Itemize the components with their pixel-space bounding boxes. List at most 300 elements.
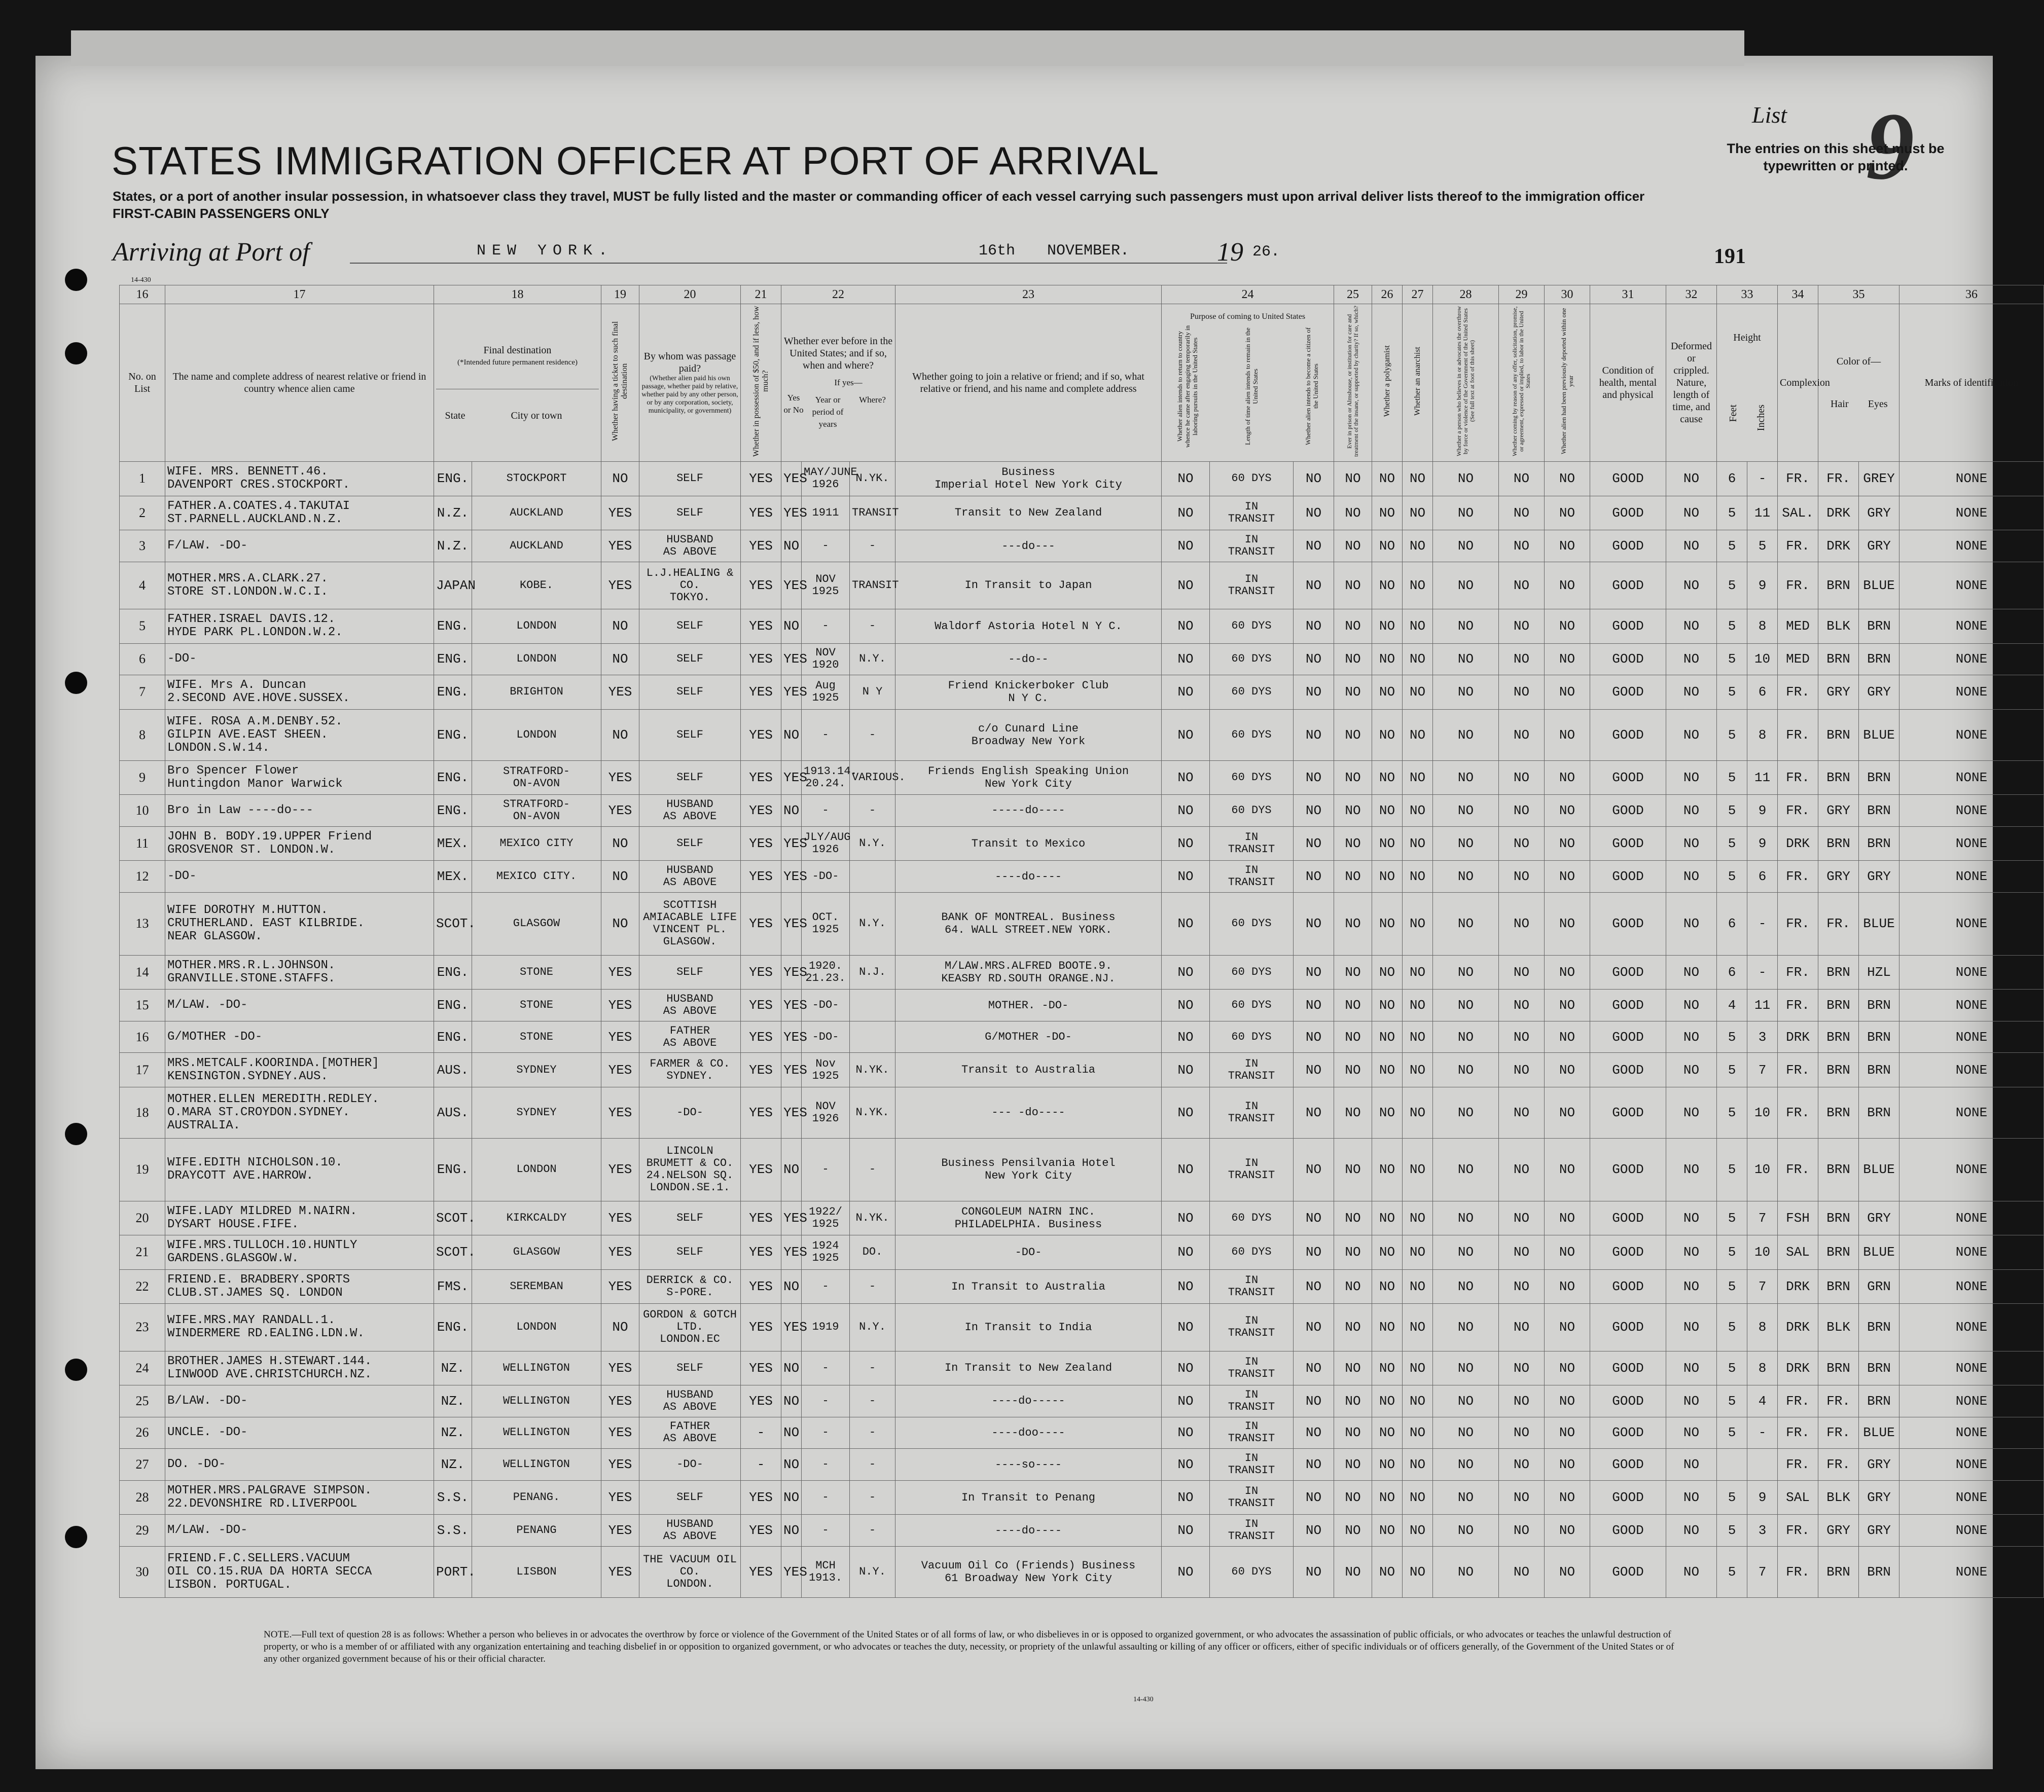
ticket-cell: YES	[601, 760, 639, 795]
polygamist-cell: NO	[1372, 1385, 1403, 1417]
question-29-cell: NO	[1499, 1385, 1545, 1417]
health-cell: GOOD	[1590, 709, 1666, 760]
question-29-cell: NO	[1499, 1087, 1545, 1138]
eyes-cell: GRY	[1859, 1480, 1899, 1515]
complexion-cell: FR.	[1778, 562, 1818, 609]
hair-cell: FR.	[1818, 1449, 1859, 1481]
punch-hole	[65, 342, 87, 364]
purpose-label: Purpose of coming to United States	[1190, 312, 1306, 321]
col-number: 27	[1403, 285, 1433, 304]
passage-paid-cell: SELF	[639, 826, 741, 861]
header-polygamist: Whether a polygamist	[1372, 304, 1403, 462]
deformed-cell: NO	[1666, 795, 1717, 827]
dest-state: AUS.	[434, 1087, 472, 1138]
joining-cell: ----do----	[895, 861, 1162, 893]
height-inches-cell: 8	[1747, 1351, 1778, 1385]
list-number: 9	[1866, 93, 1914, 200]
relative-address: WIFE. ROSA A.M.DENBY.52. GILPIN AVE.EAST SHEEN. LONDON.S.W.14.	[165, 709, 434, 760]
dest-state: ENG.	[434, 955, 472, 990]
deformed-cell: NO	[1666, 1269, 1717, 1304]
citizen-cell: NO	[1294, 1449, 1334, 1481]
row-number: 21	[120, 1235, 165, 1270]
dest-city: STONE	[472, 990, 601, 1021]
length-of-stay-cell: 60 DYS	[1210, 1235, 1294, 1270]
joining-cell: In Transit to Penang	[895, 1480, 1162, 1515]
hair-cell: BRN	[1818, 955, 1859, 990]
year-cell: NOV 1920	[802, 643, 850, 675]
eyes-cell: BLUE	[1859, 1417, 1899, 1449]
joining-cell: Friends English Speaking Union New York City	[895, 760, 1162, 795]
polygamist-cell: NO	[1372, 1546, 1403, 1597]
return-cell: NO	[1162, 955, 1210, 990]
return-cell: NO	[1162, 1235, 1210, 1270]
anarchist-cell: NO	[1403, 675, 1433, 710]
polygamist-cell: NO	[1372, 1417, 1403, 1449]
col-number: 33	[1717, 285, 1778, 304]
anarchist-cell: NO	[1403, 1053, 1433, 1087]
complexion-cell: MED	[1778, 643, 1818, 675]
dest-state: MEX.	[434, 861, 472, 893]
passage-paid-cell: -DO-	[639, 1449, 741, 1481]
column-header-row	[120, 304, 2044, 462]
deported-cell: NO	[1545, 643, 1590, 675]
fifty-dollars-cell: YES	[741, 643, 781, 675]
fifty-dollars-cell: YES	[741, 1235, 781, 1270]
eyes-cell: GRN	[1859, 1269, 1899, 1304]
question-29-cell: NO	[1499, 861, 1545, 893]
dest-state: ENG.	[434, 609, 472, 643]
fifty-dollars-cell: YES	[741, 1201, 781, 1235]
header-deformed: Deformed or crippled. Nature, length of time, and cause	[1666, 304, 1717, 462]
row-number: 6	[120, 643, 165, 675]
question-29-cell: NO	[1499, 1417, 1545, 1449]
return-cell: NO	[1162, 675, 1210, 710]
relative-address: F/LAW. -DO-	[165, 530, 434, 562]
prison-cell: NO	[1334, 562, 1372, 609]
table-row	[120, 892, 2044, 955]
previously-in-us-cell: NO	[781, 1480, 802, 1515]
eyes-cell: GRY	[1859, 675, 1899, 710]
dest-city: SYDNEY	[472, 1053, 601, 1087]
ticket-cell: YES	[601, 1351, 639, 1385]
relative-address: M/LAW. -DO-	[165, 990, 434, 1021]
relative-address: MOTHER.MRS.R.L.JOHNSON. GRANVILLE.STONE.STAFFS.	[165, 955, 434, 990]
fifty-dollars-cell: YES	[741, 826, 781, 861]
header-anarchist: Whether an anarchist	[1403, 304, 1433, 462]
fifty-dollars-cell: YES	[741, 990, 781, 1021]
passage-paid-cell: SELF	[639, 496, 741, 530]
ticket-cell: NO	[601, 861, 639, 893]
top-strip	[71, 30, 1744, 66]
question-28-cell: NO	[1433, 1480, 1499, 1515]
relative-address: FRIEND.F.C.SELLERS.VACUUM OIL CO.15.RUA DA HORTA SECCA LISBON. PORTUGAL.	[165, 1546, 434, 1597]
health-cell: GOOD	[1590, 990, 1666, 1021]
dest-city: KIRKCALDY	[472, 1201, 601, 1235]
return-cell: NO	[1162, 496, 1210, 530]
previously-in-us-cell: YES	[781, 760, 802, 795]
eyes-label: Eyes	[1868, 398, 1888, 410]
table-row	[120, 1304, 2044, 1351]
prison-cell: NO	[1334, 1201, 1372, 1235]
citizen-cell: NO	[1294, 760, 1334, 795]
ticket-cell: NO	[601, 892, 639, 955]
relative-address: Bro in Law ----do---	[165, 795, 434, 827]
dest-city: MEXICO CITY	[472, 826, 601, 861]
eyes-cell: BRN	[1859, 1351, 1899, 1385]
joining-cell: ----do----	[895, 1515, 1162, 1547]
footnote: NOTE.—Full text of question 28 is as follows: Whether a person who believes in or advocates the overthrow by force or violence of the Government of the United States or of all forms of law, or who disbelieves in or is opposed to organized government, or who advocates the assassination of public officials, or who advocates or teaches the unlawful destruction of property, or who is a member of or affiliated with any organization entertaining and teaching disbelief in or opposition to organized government, or who advocates or teaches the duty, necessity, or propriety of the unlawful assaulting or killing of any officer or officers, either of specific individuals or of officers generally, of the Government of the United States or of any other organized government because of his or their official character.	[264, 1629, 1674, 1664]
previously-in-us-cell: YES	[781, 462, 802, 496]
hair-cell: BLK	[1818, 1304, 1859, 1351]
height-inches-cell: 5	[1747, 530, 1778, 562]
table-row	[120, 675, 2044, 710]
height-inches-cell: -	[1747, 1417, 1778, 1449]
yes-no-label: Yes or No	[783, 393, 804, 415]
ticket-cell: YES	[601, 675, 639, 710]
year-cell: -	[802, 1449, 850, 1481]
ticket-cell: YES	[601, 1515, 639, 1547]
passage-paid-cell: HUSBAND AS ABOVE	[639, 795, 741, 827]
previously-in-us-cell: YES	[781, 826, 802, 861]
previously-in-us-cell: YES	[781, 861, 802, 893]
citizen-cell: NO	[1294, 826, 1334, 861]
return-cell: NO	[1162, 1449, 1210, 1481]
prison-cell: NO	[1334, 1053, 1372, 1087]
dest-state: NZ.	[434, 1449, 472, 1481]
citizen-cell: NO	[1294, 709, 1334, 760]
return-cell: NO	[1162, 826, 1210, 861]
hair-cell: FR.	[1818, 1385, 1859, 1417]
prison-cell: NO	[1334, 462, 1372, 496]
row-number: 28	[120, 1480, 165, 1515]
year-cell: -	[802, 1417, 850, 1449]
anarchist-cell: NO	[1403, 1515, 1433, 1547]
passage-paid-cell: HUSBAND AS ABOVE	[639, 861, 741, 893]
header-color-of	[1818, 304, 1899, 462]
question-29-cell: NO	[1499, 562, 1545, 609]
previously-in-us-cell: YES	[781, 1087, 802, 1138]
deformed-cell: NO	[1666, 462, 1717, 496]
dest-state: PORT.	[434, 1546, 472, 1597]
dest-state: ENG.	[434, 1021, 472, 1053]
year-cell: -	[802, 1351, 850, 1385]
hair-cell: BRN	[1818, 1087, 1859, 1138]
joining-cell: -----do----	[895, 795, 1162, 827]
length-of-stay-cell: IN TRANSIT	[1210, 1351, 1294, 1385]
relative-address: WIFE.MRS.TULLOCH.10.HUNTLY GARDENS.GLASGOW.W.	[165, 1235, 434, 1270]
relative-address: MOTHER.MRS.PALGRAVE SIMPSON. 22.DEVONSHIRE RD.LIVERPOOL	[165, 1480, 434, 1515]
deported-cell: NO	[1545, 609, 1590, 643]
table-row	[120, 1546, 2044, 1597]
length-of-stay-cell: 60 DYS	[1210, 675, 1294, 710]
length-label: Length of time alien intends to remain in the United States	[1243, 327, 1259, 445]
deformed-cell: NO	[1666, 709, 1717, 760]
health-cell: GOOD	[1590, 462, 1666, 496]
dest-state: NZ.	[434, 1417, 472, 1449]
dest-state: S.S.	[434, 1515, 472, 1547]
color-of-label: Color of—	[1836, 356, 1881, 367]
row-number: 8	[120, 709, 165, 760]
question-28-cell: NO	[1433, 1053, 1499, 1087]
deported-cell: NO	[1545, 562, 1590, 609]
table-row	[120, 1235, 2044, 1270]
eyes-cell: GRY	[1859, 1201, 1899, 1235]
where-cell: -	[850, 1417, 895, 1449]
question-29-cell: NO	[1499, 643, 1545, 675]
deformed-cell: NO	[1666, 1021, 1717, 1053]
height-feet-cell: 5	[1717, 1385, 1747, 1417]
row-number: 16	[120, 1021, 165, 1053]
passage-paid-cell: HUSBAND AS ABOVE	[639, 1385, 741, 1417]
header-joining: Whether going to join a relative or friend; and if so, what relative or friend, and his name and complete address	[895, 304, 1162, 462]
citizen-cell: NO	[1294, 1053, 1334, 1087]
dest-state: NZ.	[434, 1351, 472, 1385]
ticket-cell: YES	[601, 1087, 639, 1138]
year-cell: -DO-	[802, 990, 850, 1021]
relative-address: WIFE. MRS. BENNETT.46. DAVENPORT CRES.STOCKPORT.	[165, 462, 434, 496]
deformed-cell: NO	[1666, 955, 1717, 990]
height-feet-cell: 5	[1717, 496, 1747, 530]
height-inches-cell: 8	[1747, 709, 1778, 760]
length-of-stay-cell: IN TRANSIT	[1210, 1053, 1294, 1087]
marks-cell: NONE	[1899, 1480, 2044, 1515]
question-29-cell: NO	[1499, 795, 1545, 827]
anarchist-cell: NO	[1403, 1417, 1433, 1449]
deported-cell: NO	[1545, 675, 1590, 710]
year-cell: 1924 1925	[802, 1235, 850, 1270]
return-cell: NO	[1162, 1385, 1210, 1417]
col-number: 31	[1590, 285, 1666, 304]
year-cell: -	[802, 1138, 850, 1201]
health-cell: GOOD	[1590, 1269, 1666, 1304]
joining-cell: -DO-	[895, 1235, 1162, 1270]
relative-address: MOTHER.ELLEN MEREDITH.REDLEY. O.MARA ST.CROYDON.SYDNEY. AUSTRALIA.	[165, 1087, 434, 1138]
question-29-cell: NO	[1499, 1480, 1545, 1515]
table-row	[120, 1449, 2044, 1481]
prison-cell: NO	[1334, 1351, 1372, 1385]
complexion-cell: MED	[1778, 609, 1818, 643]
row-number: 20	[120, 1201, 165, 1235]
previously-in-us-cell: YES	[781, 990, 802, 1021]
length-of-stay-cell: IN TRANSIT	[1210, 496, 1294, 530]
deported-cell: NO	[1545, 1021, 1590, 1053]
dest-state: NZ.	[434, 1385, 472, 1417]
deported-cell: NO	[1545, 530, 1590, 562]
return-cell: NO	[1162, 1546, 1210, 1597]
eyes-cell: BRN	[1859, 1546, 1899, 1597]
question-29-cell: NO	[1499, 530, 1545, 562]
deformed-cell: NO	[1666, 1515, 1717, 1547]
citizen-cell: NO	[1294, 1235, 1334, 1270]
health-cell: GOOD	[1590, 1515, 1666, 1547]
height-feet-cell: 5	[1717, 1053, 1747, 1087]
where-cell: DO.	[850, 1235, 895, 1270]
anarchist-cell: NO	[1403, 1449, 1433, 1481]
dest-state: N.Z.	[434, 530, 472, 562]
question-28-cell: NO	[1433, 760, 1499, 795]
form-code: 14-430	[131, 276, 151, 284]
row-number: 3	[120, 530, 165, 562]
length-of-stay-cell: 60 DYS	[1210, 709, 1294, 760]
prison-cell: NO	[1334, 1385, 1372, 1417]
year-cell: NOV 1925	[802, 562, 850, 609]
citizen-cell: NO	[1294, 1269, 1334, 1304]
hair-cell: BRN	[1818, 1269, 1859, 1304]
where-cell: N.YK.	[850, 1053, 895, 1087]
health-cell: GOOD	[1590, 1087, 1666, 1138]
where-cell: N.Y.	[850, 1546, 895, 1597]
deported-cell: NO	[1545, 1201, 1590, 1235]
dest-city: STOCKPORT	[472, 462, 601, 496]
citizen-cell: NO	[1294, 990, 1334, 1021]
hair-cell: BRN	[1818, 1021, 1859, 1053]
dest-city: AUCKLAND	[472, 496, 601, 530]
passage-paid-cell: SELF	[639, 643, 741, 675]
where-cell: -	[850, 609, 895, 643]
joining-cell: ----doo----	[895, 1417, 1162, 1449]
where-cell: N.Y.	[850, 826, 895, 861]
table-row	[120, 643, 2044, 675]
row-number: 10	[120, 795, 165, 827]
where-cell: -	[850, 1515, 895, 1547]
question-29-cell: NO	[1499, 1235, 1545, 1270]
marks-cell: NONE	[1899, 1385, 2044, 1417]
complexion-cell: FR.	[1778, 1087, 1818, 1138]
deformed-cell: NO	[1666, 1304, 1717, 1351]
deported-cell: NO	[1545, 1417, 1590, 1449]
question-28-cell: NO	[1433, 826, 1499, 861]
question-28-cell: NO	[1433, 1021, 1499, 1053]
previously-in-us-cell: NO	[781, 1515, 802, 1547]
deformed-cell: NO	[1666, 826, 1717, 861]
manifest-table	[119, 285, 2044, 1598]
year-cell: -	[802, 530, 850, 562]
ticket-cell: YES	[601, 1449, 639, 1481]
joining-cell: In Transit to Japan	[895, 562, 1162, 609]
citizen-cell: NO	[1294, 1546, 1334, 1597]
deported-cell: NO	[1545, 1351, 1590, 1385]
joining-cell: Vacuum Oil Co (Friends) Business 61 Broadway New York City	[895, 1546, 1162, 1597]
passage-paid-cell: THE VACUUM OIL CO. LONDON.	[639, 1546, 741, 1597]
height-inches-cell: 9	[1747, 562, 1778, 609]
prison-cell: NO	[1334, 826, 1372, 861]
where-cell: N.Y.	[850, 892, 895, 955]
table-row	[120, 1351, 2044, 1385]
length-of-stay-cell: IN TRANSIT	[1210, 1385, 1294, 1417]
dest-city: SYDNEY	[472, 1087, 601, 1138]
passage-paid-cell: LINCOLN BRUMETT & CO. 24.NELSON SQ. LONDON.SE.1.	[639, 1138, 741, 1201]
dest-city: WELLINGTON	[472, 1449, 601, 1481]
passage-paid-cell: SELF	[639, 955, 741, 990]
complexion-cell: FR.	[1778, 990, 1818, 1021]
row-number: 15	[120, 990, 165, 1021]
form-code: 14-430	[1133, 1696, 1154, 1703]
row-number: 19	[120, 1138, 165, 1201]
relative-address: WIFE.LADY MILDRED M.NAIRN. DYSART HOUSE.FIFE.	[165, 1201, 434, 1235]
height-feet-cell: 5	[1717, 1480, 1747, 1515]
height-inches-cell: 9	[1747, 1480, 1778, 1515]
passage-paid-cell: SELF	[639, 760, 741, 795]
dest-state: MEX.	[434, 826, 472, 861]
height-feet-cell: 6	[1717, 892, 1747, 955]
prison-cell: NO	[1334, 609, 1372, 643]
length-of-stay-cell: IN TRANSIT	[1210, 1269, 1294, 1304]
hair-cell: BRN	[1818, 1053, 1859, 1087]
height-feet-cell: 5	[1717, 760, 1747, 795]
row-number: 18	[120, 1087, 165, 1138]
anarchist-cell: NO	[1403, 892, 1433, 955]
marks-cell: NONE	[1899, 1546, 2044, 1597]
previously-in-us-cell: NO	[781, 530, 802, 562]
question-29-cell: NO	[1499, 609, 1545, 643]
anarchist-cell: NO	[1403, 1201, 1433, 1235]
dest-city: LISBON	[472, 1546, 601, 1597]
question-28-cell: NO	[1433, 709, 1499, 760]
anarchist-cell: NO	[1403, 1021, 1433, 1053]
prison-cell: NO	[1334, 1138, 1372, 1201]
citizen-cell: NO	[1294, 609, 1334, 643]
punch-hole	[65, 1526, 87, 1548]
hair-cell: BRN	[1818, 1138, 1859, 1201]
deformed-cell: NO	[1666, 760, 1717, 795]
hair-cell: FR.	[1818, 462, 1859, 496]
polygamist-cell: NO	[1372, 643, 1403, 675]
passage-paid-cell: FARMER & CO. SYDNEY.	[639, 1053, 741, 1087]
height-inches-cell: -	[1747, 462, 1778, 496]
fifty-dollars-cell: YES	[741, 1480, 781, 1515]
fifty-dollars-cell: YES	[741, 496, 781, 530]
fifty-dollars-cell: YES	[741, 1138, 781, 1201]
page-title: STATES IMMIGRATION OFFICER AT PORT OF ARRIVAL	[112, 138, 1160, 183]
deformed-cell: NO	[1666, 1138, 1717, 1201]
citizen-cell: NO	[1294, 955, 1334, 990]
dest-city: STRATFORD- ON-AVON	[472, 760, 601, 795]
question-29-cell: NO	[1499, 826, 1545, 861]
fifty-dollars-cell: YES	[741, 462, 781, 496]
return-cell: NO	[1162, 1269, 1210, 1304]
height-feet-cell: 5	[1717, 1269, 1747, 1304]
height-inches-cell: -	[1747, 892, 1778, 955]
dest-city: PENANG.	[472, 1480, 601, 1515]
previously-in-us-cell: NO	[781, 609, 802, 643]
dest-state: ENG.	[434, 675, 472, 710]
health-cell: GOOD	[1590, 795, 1666, 827]
question-28-cell: NO	[1433, 1449, 1499, 1481]
return-cell: NO	[1162, 1351, 1210, 1385]
hair-cell: BRN	[1818, 709, 1859, 760]
where-cell: N.Y.	[850, 643, 895, 675]
anarchist-cell: NO	[1403, 1480, 1433, 1515]
table-row	[120, 861, 2044, 893]
prison-cell: NO	[1334, 530, 1372, 562]
eyes-cell: BRN	[1859, 1021, 1899, 1053]
return-cell: NO	[1162, 1138, 1210, 1201]
header-relative: The name and complete address of nearest relative or friend in country whence alien came	[165, 304, 434, 462]
where-cell	[850, 861, 895, 893]
complexion-cell: SAL	[1778, 1235, 1818, 1270]
dest-city: KOBE.	[472, 562, 601, 609]
dest-city: LONDON	[472, 609, 601, 643]
height-feet-cell: 5	[1717, 1351, 1747, 1385]
row-number: 27	[120, 1449, 165, 1481]
hair-cell: GRY	[1818, 1515, 1859, 1547]
return-cell: NO	[1162, 562, 1210, 609]
year-cell: -	[802, 709, 850, 760]
table-row	[120, 826, 2044, 861]
length-of-stay-cell: IN TRANSIT	[1210, 562, 1294, 609]
height-feet-cell	[1717, 1449, 1747, 1481]
dest-state: ENG.	[434, 760, 472, 795]
